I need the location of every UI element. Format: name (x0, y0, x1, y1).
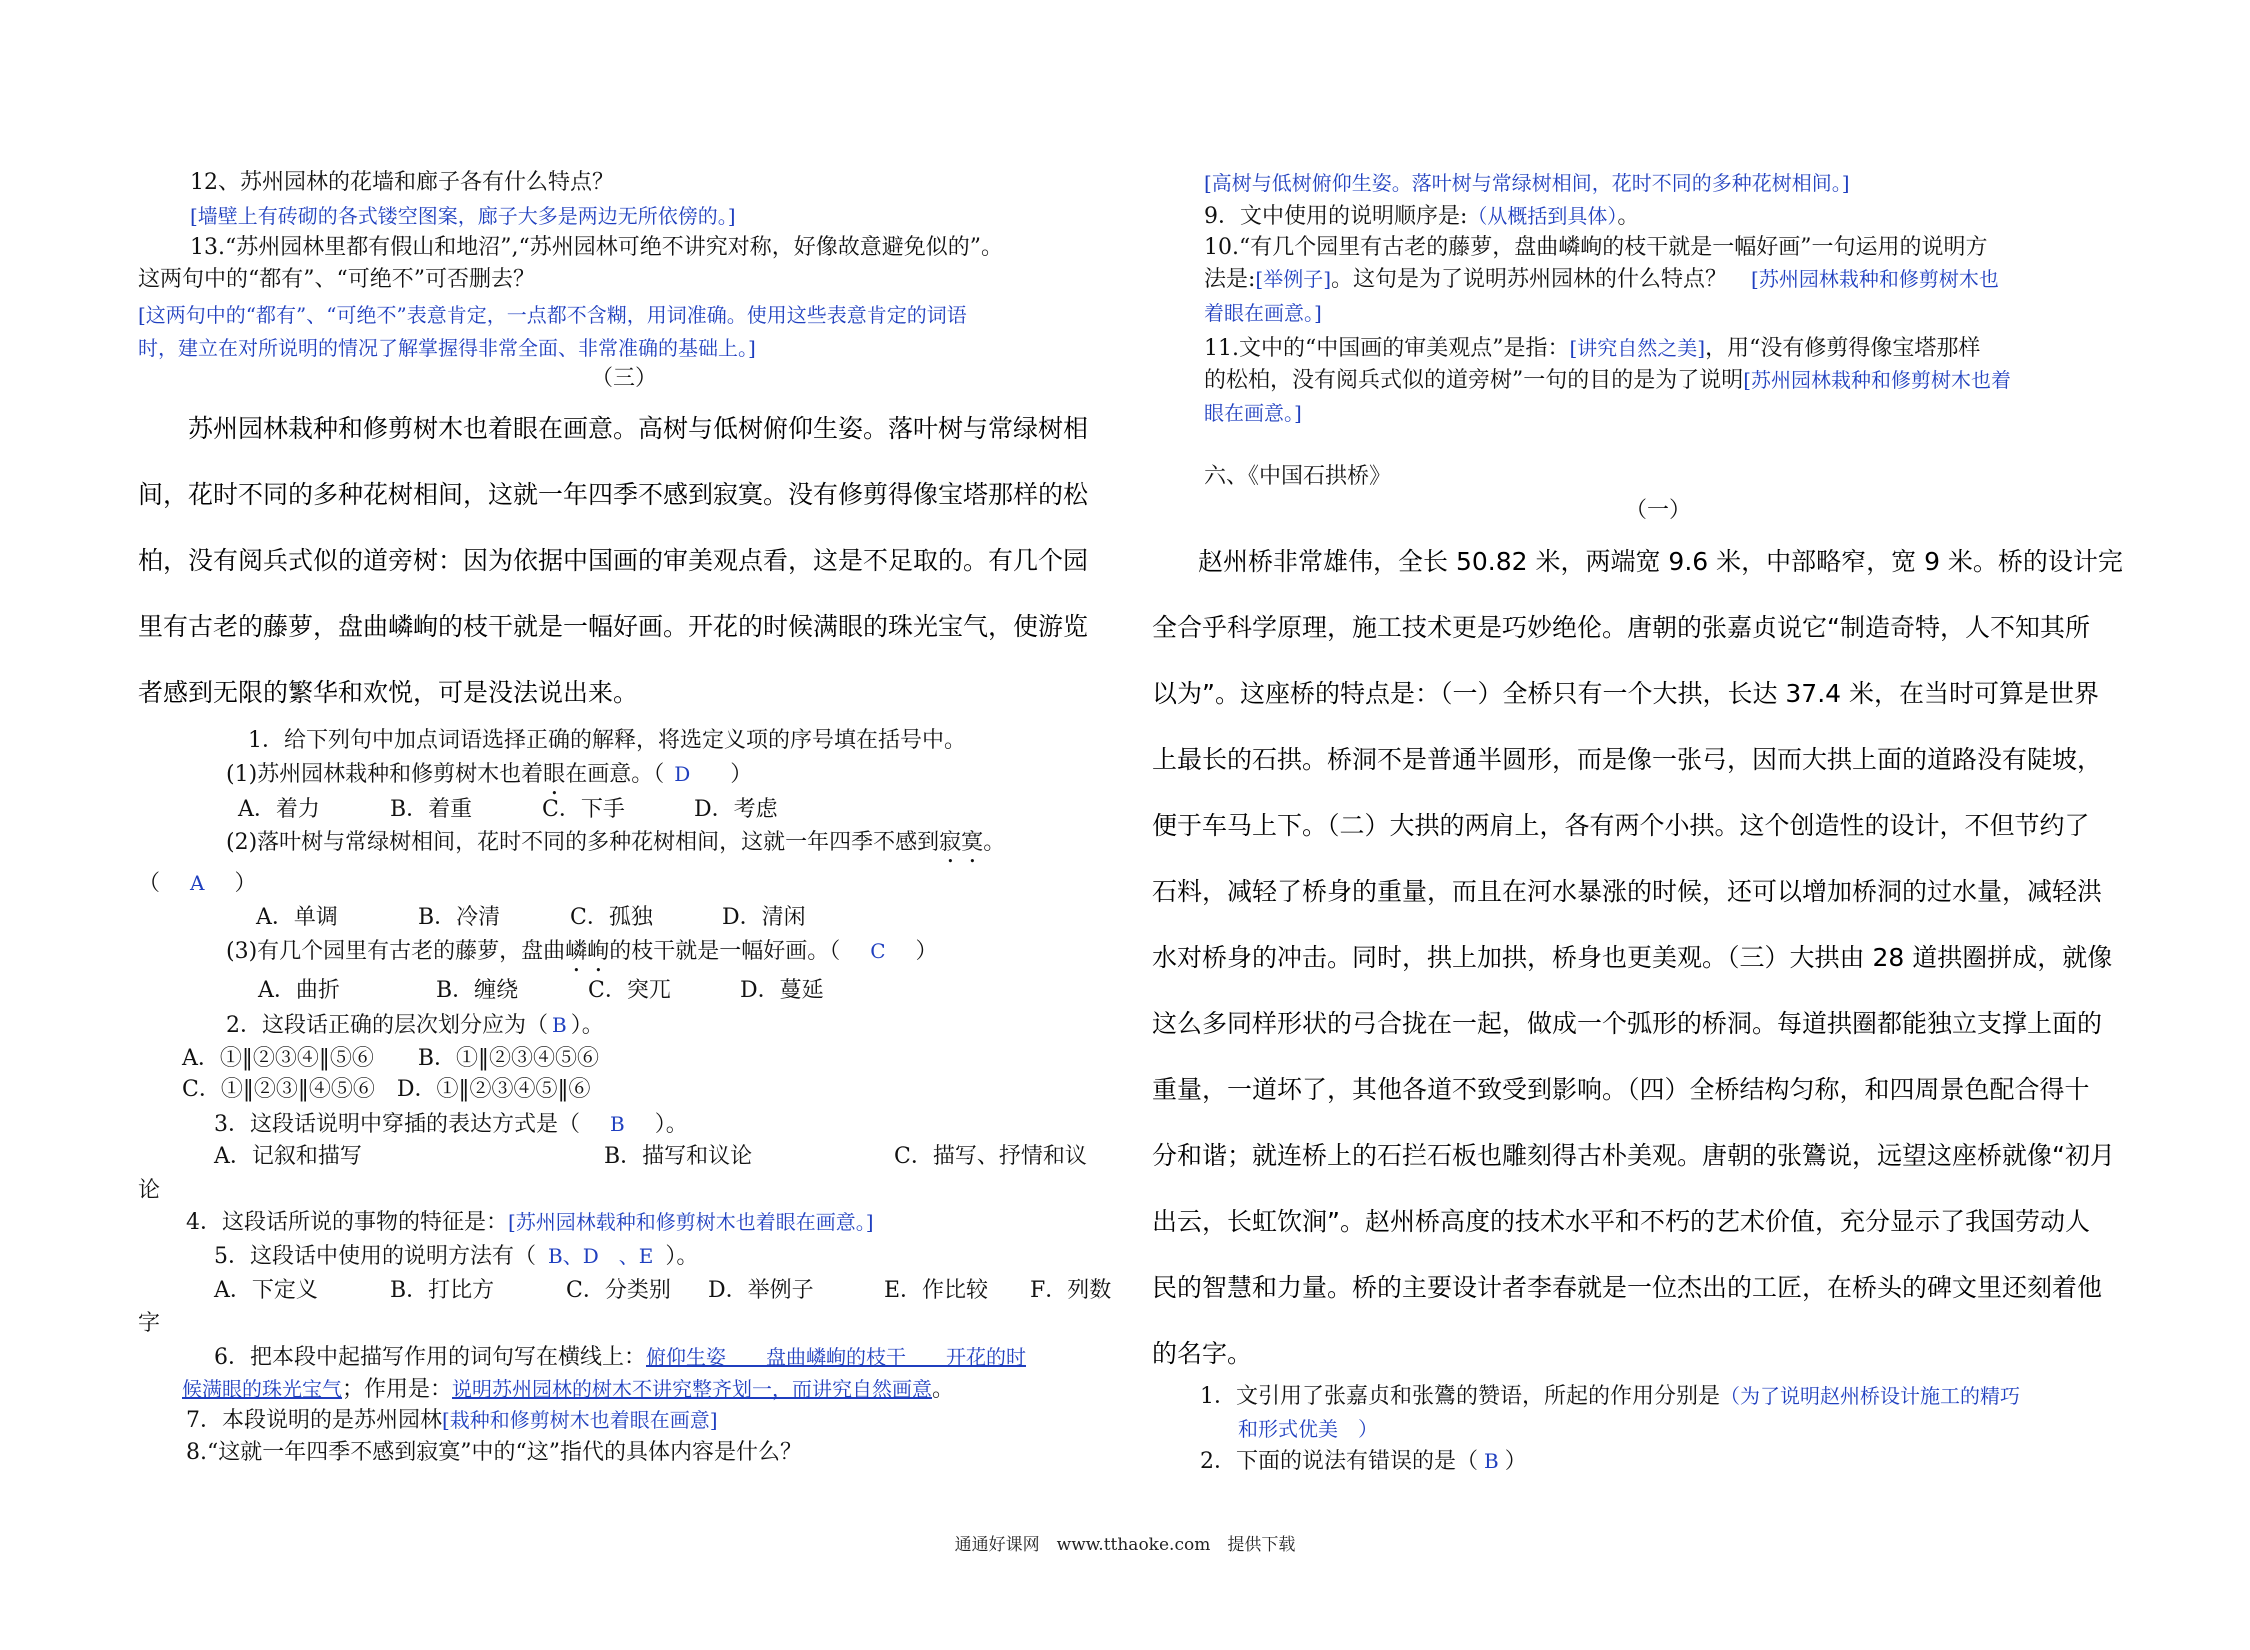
option: D．清闲 (722, 905, 806, 930)
option: B．着重 (390, 797, 473, 822)
exercise-1-item-3 (226, 936, 938, 977)
exercise-1-item-2-answer (138, 868, 256, 899)
passage-line: 这么多同样形状的弓合拢在一起，做成一个弧形的桥洞。每道拱圈都能独立支撑上面的 (1152, 1009, 2103, 1038)
exercise-1-item-3-options (258, 976, 824, 1006)
text: ） (1504, 1449, 1527, 1474)
section-heading-3: （三） (590, 366, 657, 391)
answer: B (610, 1112, 625, 1136)
exercise-10-line3: 着眼在画意。] (1204, 301, 1322, 325)
question-13-line1: 13.“苏州园林里都有假山和地沼”,“苏州园林可绝不讲究对称，好像故意避免似的”。 (190, 235, 1003, 260)
option: A．单调 (256, 905, 338, 930)
answer: [苏州园林栽种和修剪树木也着 (1743, 368, 2012, 392)
passage-line: 水对桥身的冲击。同时，拱上加拱，桥身也更美观。（三）大拱由 28 道拱圈拼成，就像 (1152, 943, 2113, 972)
passage-line: 赵州桥非常雄伟，全长 50.82 米，两端宽 9.6 米，中部略窄，宽 9 米。桥的设计完 (1198, 547, 2123, 576)
text: 。 (1617, 204, 1640, 229)
answer: A (190, 871, 205, 895)
option: A．曲折 (258, 978, 340, 1003)
answer: （为了说明赵州桥设计施工的精巧 (1720, 1384, 2020, 1408)
exercise-6 (214, 1342, 1026, 1373)
text: ；作用是： (342, 1377, 453, 1402)
text: 4．这段话所说的事物的特征是： (186, 1210, 508, 1235)
text: 。这句是为了说明苏州园林的什么特点？ (1331, 267, 1728, 292)
dotted-word: 眼 (543, 762, 566, 787)
answer: B、D 、E (548, 1244, 654, 1268)
text: 9．文中使用的说明顺序是: (1204, 204, 1468, 229)
answer: 俯仰生姿 盘曲嶙峋的枝干 开花的时 (646, 1345, 1026, 1369)
option: C．孤独 (570, 905, 653, 930)
passage-line: 石料，减轻了桥身的重量，而且在河水暴涨的时候，还可以增加桥洞的过水量，减轻洪 (1152, 877, 2103, 906)
exercise-5-options (214, 1276, 1111, 1306)
exercise-2-options-1: A．①‖②③④‖⑤⑥ B．①‖②③④⑤⑥ (182, 1046, 600, 1071)
option: D．举例子 (708, 1278, 814, 1303)
text: 。 (932, 1377, 955, 1402)
passage-line: 者感到无限的繁华和欢悦，可是没法说出来。 (138, 678, 639, 707)
question-1 (1200, 1381, 2020, 1412)
answer-13-line1: [这两句中的“都有”、“可绝不”表意肯定，一点都不含糊，用词准确。使用这些表意肯定的词语 (138, 303, 967, 327)
question-12: 12、苏州园林的花墙和廊子各有什么特点？ (190, 170, 614, 195)
exercise-1-item-2 (226, 828, 1005, 868)
exercise-10-line1: 10.“有几个园里有古老的藤萝，盘曲嶙峋的枝干就是一幅好画”一句运用的说明方 (1204, 235, 1988, 260)
passage-line: 重量，一道坏了，其他各道不致受到影响。（四）全桥结构匀称，和四周景色配合得十 (1152, 1075, 2090, 1104)
text: 法是: (1204, 267, 1256, 292)
text: 6．把本段中起描写作用的词句写在横线上： (214, 1345, 646, 1370)
answer: （从概括到具体） (1467, 204, 1618, 228)
exercise-11-line1 (1204, 333, 1980, 364)
text: 5．这段话中使用的说明方法有（ (214, 1244, 536, 1269)
dotted-word: 寂寞 (939, 830, 984, 855)
answer-13-line2: 时，建立在对所说明的情况了解掌握得非常全面、非常准确的基础上。] (138, 336, 756, 360)
text: 2．下面的说法有错误的是（ (1200, 1449, 1478, 1474)
text: 11.文中的“中国画的审美观点”是指： (1204, 336, 1570, 361)
passage-line: 里有古老的藤萝，盘曲嶙峋的枝干就是一幅好画。开花的时候满眼的珠光宝气，使游览 (138, 612, 1089, 641)
exercise-1-item-1-options (238, 795, 778, 825)
answer: [苏州园林栽种和修剪树木也 (1751, 267, 1999, 291)
text: （ (138, 871, 161, 896)
text: ）。 (665, 1244, 699, 1269)
passage-line: 全合乎科学原理，施工技术更是巧妙绝伦。唐朝的张嘉贞说它“制造奇特，人不知其所 (1152, 613, 2090, 642)
text: (2)落叶树与常绿树相间，花时不同的多种花树相间，这就一年四季不感到 (226, 830, 940, 855)
text: (3)有几个园里有古老的藤萝，盘曲 (226, 939, 566, 964)
answer-8: [高树与低树俯仰生姿。落叶树与常绿树相间，花时不同的多种花树相间。] (1204, 171, 1850, 195)
answer: D (674, 762, 691, 786)
passage-line: 苏州园林栽种和修剪树木也着眼在画意。高树与低树俯仰生姿。落叶树与常绿树相 (188, 414, 1089, 443)
text: ，用“没有修剪得像宝塔那样 (1705, 336, 1981, 361)
exercise-8: 8.“这就一年四季不感到寂寞”中的“这”指代的具体内容是什么？ (186, 1440, 802, 1465)
passage-line: 的名字。 (1152, 1339, 1253, 1368)
exercise-11-line2 (1204, 365, 2011, 396)
option: A．记叙和描写 (214, 1144, 362, 1169)
exercise-9 (1204, 201, 1639, 232)
passage-line: 柏，没有阅兵式似的道旁树：因为依据中国画的审美观点看，这是不足取的。有几个园 (138, 546, 1089, 575)
text: ）。 (654, 1112, 688, 1137)
option: C．下手 (542, 797, 625, 822)
option: C．分类别 (566, 1278, 671, 1303)
text: ）。 (570, 1013, 604, 1038)
question-1-answer-line2: 和形式优美 ） (1238, 1417, 1378, 1441)
exercise-2 (226, 1010, 604, 1041)
option: B．描写和议论 (604, 1144, 753, 1169)
exercise-1-item-1 (226, 759, 752, 800)
exercise-11-line3: 眼在画意。] (1204, 401, 1302, 425)
answer: B (552, 1013, 567, 1037)
option: B．打比方 (390, 1278, 495, 1303)
exercise-3 (214, 1109, 688, 1140)
exercise-5 (214, 1241, 698, 1272)
answer: B (1484, 1449, 1499, 1473)
option: F．列数 (1030, 1278, 1112, 1303)
text: 的松柏，没有阅兵式似的道旁树”一句的目的是为了说明 (1204, 368, 1744, 393)
answer: [举例子] (1255, 267, 1332, 291)
option: B．冷清 (418, 905, 501, 930)
option: A．着力 (238, 797, 320, 822)
text: ） (915, 939, 938, 964)
page-footer: 通通好课网 www.tthaoke.com 提供下载 (954, 1535, 1296, 1555)
passage-line: 出云，长虹饮涧”。赵州桥高度的技术水平和不朽的艺术价值，充分显示了我国劳动人 (1152, 1207, 2090, 1236)
answer: 候满眼的珠光宝气 (182, 1377, 342, 1401)
option: B．缠绕 (436, 978, 519, 1003)
text: 在画意。（ (565, 762, 665, 787)
exercise-1-item-2-options (256, 903, 806, 933)
option: E．作比较 (884, 1278, 989, 1303)
answer: [苏州园林载种和修剪树木也着眼在画意。] (508, 1210, 874, 1234)
question-2 (1200, 1446, 1527, 1477)
text: ） (730, 762, 753, 787)
option: D．考虑 (694, 797, 778, 822)
exercise-4 (186, 1207, 874, 1238)
passage-line: 以为”。这座桥的特点是：（一）全桥只有一个大拱，长达 37.4 米，在当时可算是世界 (1152, 679, 2100, 708)
option: D．蔓延 (740, 978, 824, 1003)
text: 1．文引用了张嘉贞和张鷟的赞语，所起的作用分别是 (1200, 1384, 1720, 1409)
exercise-3-wrap: 论 (138, 1178, 161, 1203)
exercise-3-options (214, 1142, 1087, 1172)
passage-line: 分和谐；就连桥上的石拦石板也雕刻得古朴美观。唐朝的张鷟说，远望这座桥就像“初月 (1152, 1141, 2115, 1170)
exercise-1-prompt: 1．给下列句中加点词语选择正确的解释，将选定义项的序号填在括号中。 (248, 728, 966, 753)
text: (1)苏州园林栽种和修剪树木也着 (226, 762, 544, 787)
exercise-2-options-2: C．①‖②③‖④⑤⑥ D．①‖②③④⑤‖⑥ (182, 1077, 591, 1102)
answer: C (870, 939, 886, 963)
section-heading-6: 六、《中国石拱桥》 (1204, 464, 1392, 489)
option: A．下定义 (214, 1278, 318, 1303)
exercise-5-wrap: 字 (138, 1311, 161, 1336)
exercise-6-line2 (182, 1374, 954, 1405)
text: 。 (983, 830, 1006, 855)
text: 的枝干就是一幅好画。（ (609, 939, 841, 964)
passage-line: 便于车马上下。（二）大拱的两肩上，各有两个小拱。这个创造性的设计，不但节约了 (1152, 811, 2090, 840)
passage-line: 上最长的石拱。桥洞不是普通半圆形，而是像一张弓，因而大拱上面的道路没有陡坡， (1152, 745, 2103, 774)
answer: [讲究自然之美] (1569, 336, 1706, 360)
answer-12: [墙壁上有砖砌的各式镂空图案，廊子大多是两边无所依傍的。] (190, 204, 736, 228)
exercise-7 (186, 1405, 718, 1436)
text: 7．本段说明的是苏州园林 (186, 1408, 442, 1433)
answer: 说明苏州园林的树木不讲究整齐划一，而讲究自然画意 (452, 1377, 933, 1401)
answer: [栽种和修剪树木也着眼在画意] (442, 1408, 718, 1432)
question-13-line2: 这两句中的“都有”、“可绝不”可否删去？ (138, 267, 535, 292)
dotted-word: 嶙峋 (565, 939, 610, 964)
section-heading-6-1: （一） (1624, 498, 1691, 523)
text: ） (234, 871, 257, 896)
exercise-10-line2 (1204, 264, 1999, 295)
option: C．突兀 (588, 978, 671, 1003)
option: C．描写、抒情和议 (894, 1144, 1087, 1169)
text: 3．这段话说明中穿插的表达方式是（ (214, 1112, 580, 1137)
passage-line: 民的智慧和力量。桥的主要设计者李春就是一位杰出的工匠，在桥头的碑文里还刻着他 (1152, 1273, 2103, 1302)
text: 2．这段话正确的层次划分应为（ (226, 1013, 548, 1038)
passage-line: 间，花时不同的多种花树相间，这就一年四季不感到寂寞。没有修剪得像宝塔那样的松 (138, 480, 1089, 509)
